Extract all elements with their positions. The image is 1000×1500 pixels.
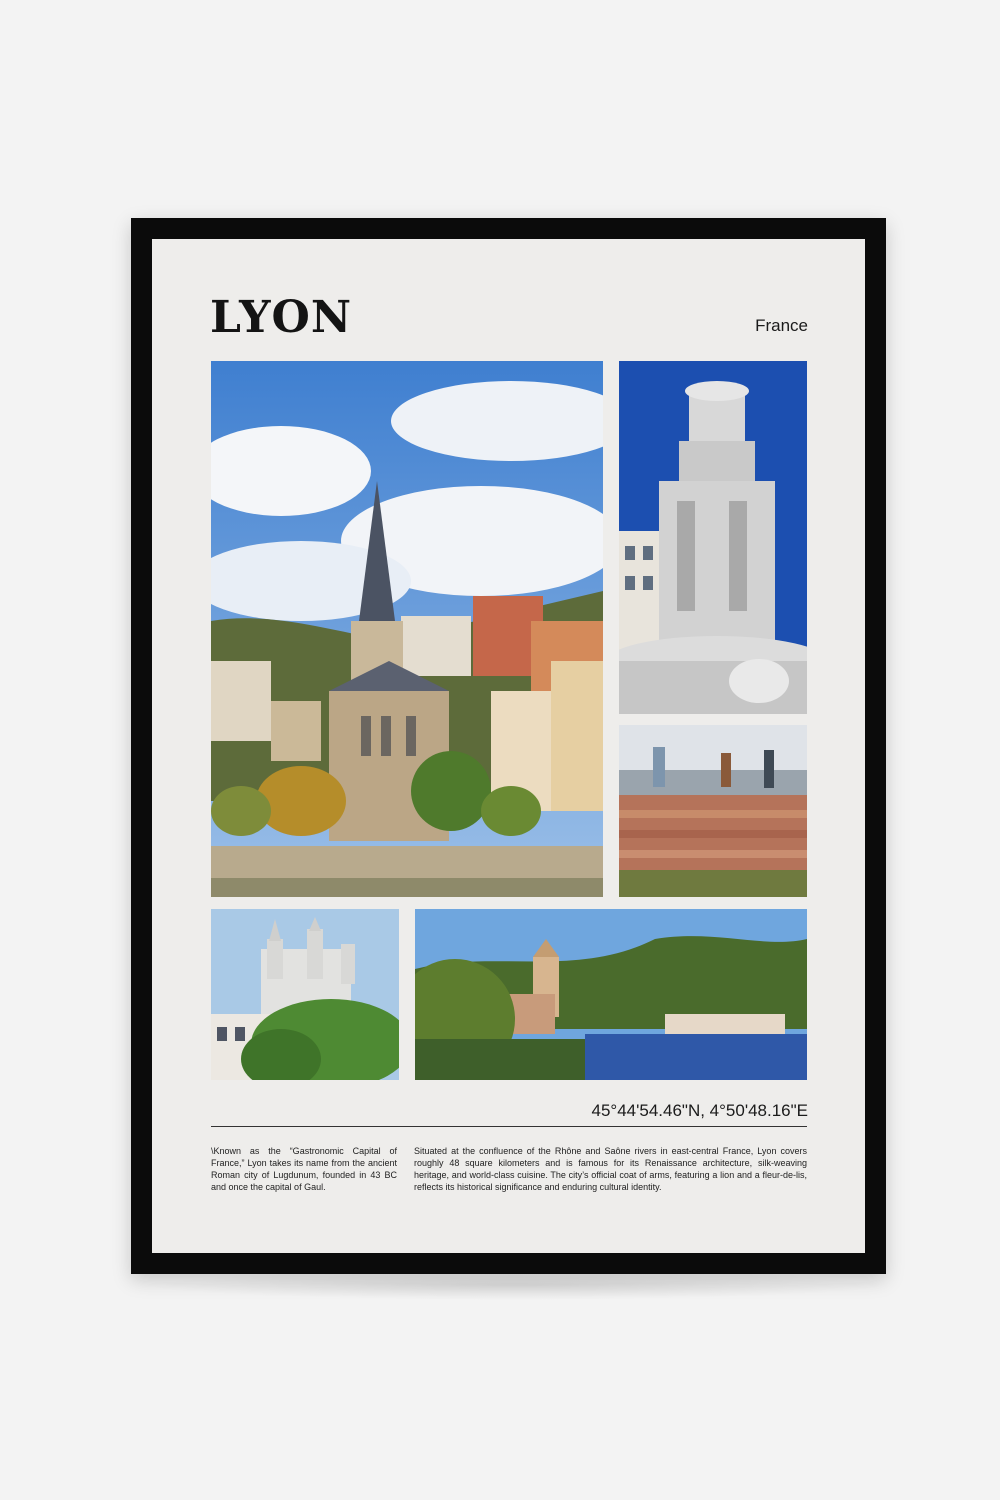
poster-title: LYON <box>210 292 353 343</box>
photo-skyline <box>619 725 807 897</box>
description-right: Situated at the confluence of the Rhône and Saône rivers in east-central France, Lyon covers roughly 48 square kilometers and is famous for its Renaissance architecture, silk-weaving heritage, and world-class cuisine. The city’s official coat of arms, featuring a lion and a fleur-de-lis, reflects its historical significance and enduring cultural identity. <box>414 1146 807 1192</box>
frame-shadow <box>140 1270 890 1300</box>
photo-fountain <box>619 361 807 714</box>
poster-country: France <box>755 316 808 335</box>
photo-basilica <box>211 909 399 1080</box>
coordinates: 45°44'54.46"N, 4°50'48.16"E <box>591 1101 808 1120</box>
photo-river-tower <box>415 909 807 1080</box>
photo-church-riverside <box>211 361 603 897</box>
description-left: \Known as the “Gastronomic Capital of France,” Lyon takes its name from the ancient Roman city of Lugdunum, founded in 43 BC and once the capital of Gaul. <box>211 1146 397 1192</box>
divider <box>211 1126 807 1127</box>
